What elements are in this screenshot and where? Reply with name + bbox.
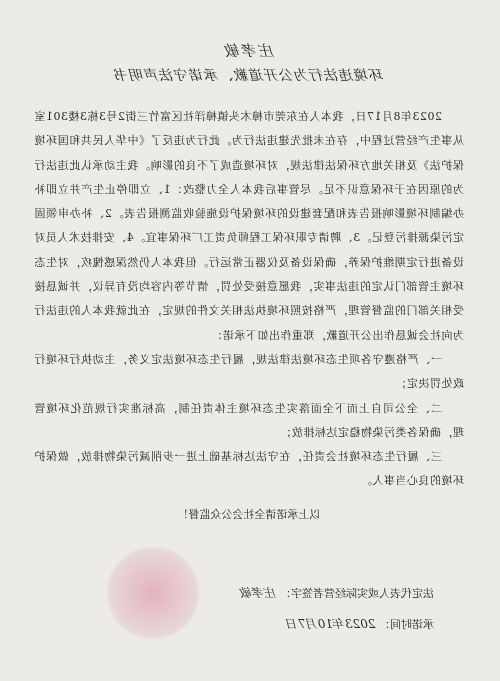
document-body	[34, 40, 464, 522]
signer-name-heading: 庄孝敏	[223, 42, 275, 60]
handwritten-signature: 庄孝敏	[240, 586, 277, 600]
signature-row	[94, 578, 434, 609]
document-title: 环境违法行为公开道歉、承诺守法声明书	[114, 68, 384, 84]
commitment-item-3: 三、履行生态环境社会责任，在守法达标基础上进一步削减污染物排放，做保护环境的良心当事人。	[34, 450, 464, 488]
signature-block	[94, 578, 434, 640]
commitment-item-2: 二、全公司自上而下全面落实生态环境主体责任制，高标准实行规范化环境管理，确保各类污染物稳定达标排放；	[34, 401, 464, 439]
signature-label: 法定代表人或实际经营者签字：	[280, 587, 434, 600]
date-label: 承诺时间：	[379, 618, 434, 631]
commitment-item-1: 一、严格遵守各项生态环境法律法规，履行生态环境法定义务，主动执行环境行政处罚决定；	[34, 352, 464, 391]
handwritten-date: 2023年10月7日	[286, 617, 376, 631]
closing-line: 以上承诺请全社会公众监督！	[177, 507, 321, 521]
date-row	[94, 609, 434, 640]
statement-paragraph: 2023年8月17日，我本人在东莞市樟木头镇樟洋社区富竹三街2号3栋3楼301室从事生产经营过程中，存在未批先建违法行为。此行为违反了《中华人民共和国环境保护法》及相关地方环保法律法规，对环境造成了不良的影响。我主动承认此违法行为的原因在于环保意识不足。尽管事后我本人全力整改：1、立即停止生产并立即补办编制环境影响报告表和配套建设的环境保护设施验收监测报告表。2、补办申领固定污染源排污登记。3、聘请专职环保工程师负责工厂环保事宜。4、安排技术人员对设备进行定期维护保养，确保设备及仪器正常运行。但我本人仍然深感愧疚，对生态环境主管部门认定的违法事实，我愿意接受处罚，情节等内容均没有异议，并诚恳接受相关部门的监督管理，严格按照环境执法相关文件的规定，在此就我本人的违法行为向社会诚恳作出公开道歉，郑重作出如下承诺：	[34, 110, 464, 342]
